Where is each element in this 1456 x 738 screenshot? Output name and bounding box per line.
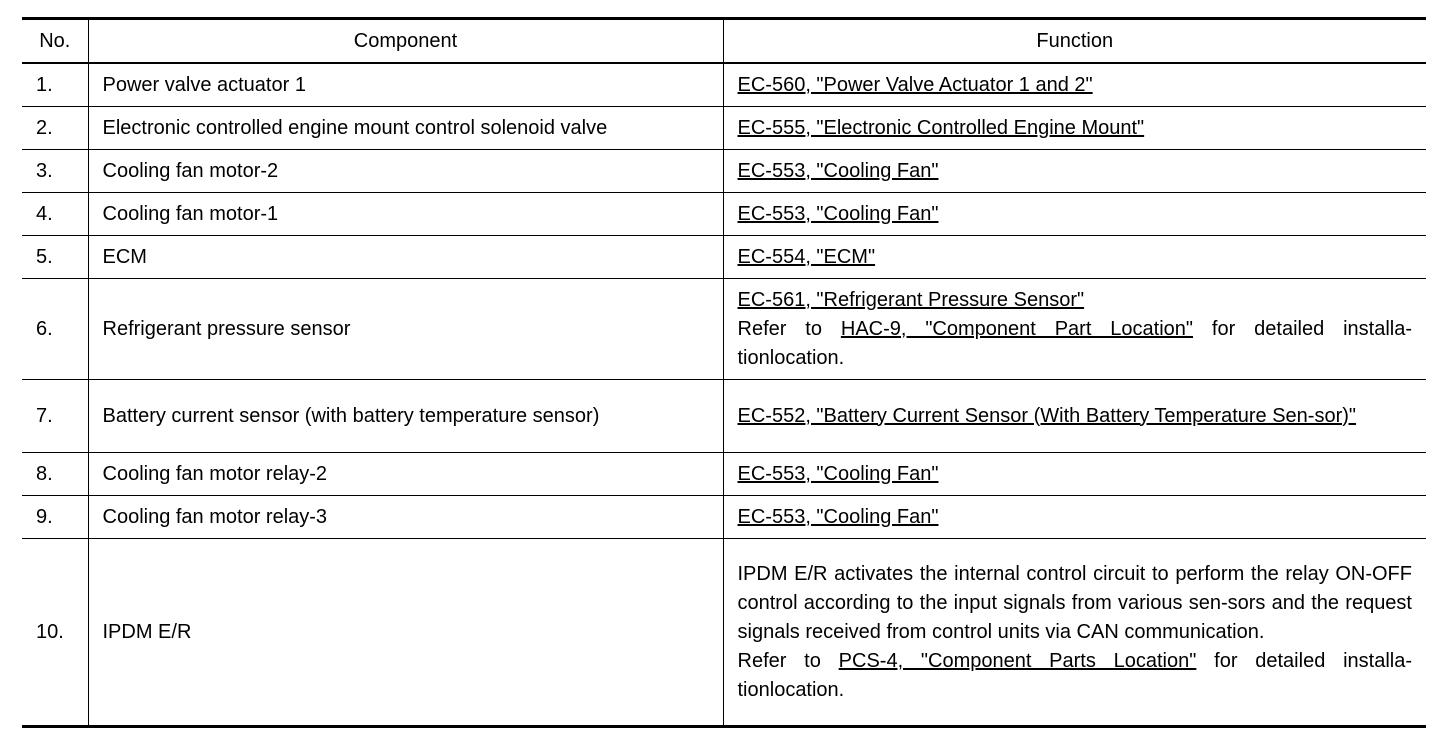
header-row: [22, 19, 1426, 64]
function-cell: [723, 279, 1426, 380]
table-row: [22, 150, 1426, 193]
row-number: 9.: [22, 496, 88, 539]
table-row: [22, 279, 1426, 380]
refer-prefix: Refer to: [737, 649, 839, 672]
row-number: 4.: [22, 193, 88, 236]
row-number: 7.: [22, 380, 88, 453]
function-link[interactable]: EC-554, "ECM": [737, 245, 876, 268]
row-number: 2.: [22, 107, 88, 150]
table-row: [22, 539, 1426, 727]
header-function: Function: [723, 19, 1426, 64]
row-number: 5.: [22, 236, 88, 279]
component-name: Electronic controlled engine mount control solenoid valve: [88, 107, 723, 150]
component-name: Cooling fan motor-1: [88, 193, 723, 236]
function-cell: [723, 107, 1426, 150]
table-row: [22, 107, 1426, 150]
component-name: IPDM E/R: [88, 539, 723, 727]
function-cell: [723, 63, 1426, 107]
function-link[interactable]: EC-560, "Power Valve Actuator 1 and 2": [737, 73, 1093, 96]
component-name: Power valve actuator 1: [88, 63, 723, 107]
table-row: [22, 193, 1426, 236]
row-number: 10.: [22, 539, 88, 727]
table-row: [22, 380, 1426, 453]
table-row: [22, 496, 1426, 539]
function-cell: [723, 496, 1426, 539]
function-link[interactable]: EC-553, "Cooling Fan": [737, 505, 939, 528]
function-cell: [723, 539, 1426, 727]
component-name: Battery current sensor (with battery temperature sensor): [88, 380, 723, 453]
row-number: 1.: [22, 63, 88, 107]
component-name: Cooling fan motor-2: [88, 150, 723, 193]
refer-suffix: for detailed installa-tionlocation.: [737, 649, 1413, 701]
table-row: [22, 63, 1426, 107]
function-cell: [723, 236, 1426, 279]
function-description: IPDM E/R activates the internal control circuit to perform the relay ON-OFF control according to the input signals from various sen-sors and the request signals received from control units via CAN communication.: [737, 562, 1412, 643]
component-name: ECM: [88, 236, 723, 279]
table-row: [22, 453, 1426, 496]
refer-suffix: for detailed installa-tionlocation.: [737, 317, 1413, 369]
row-number: 6.: [22, 279, 88, 380]
header-component: Component: [88, 19, 723, 64]
row-number: 8.: [22, 453, 88, 496]
refer-link[interactable]: PCS-4, "Component Parts Location": [838, 649, 1197, 672]
function-cell: [723, 453, 1426, 496]
component-name: Cooling fan motor relay-3: [88, 496, 723, 539]
row-number: 3.: [22, 150, 88, 193]
function-cell: [723, 150, 1426, 193]
component-function-table: [22, 17, 1426, 728]
header-no: No.: [22, 19, 88, 64]
function-link[interactable]: EC-561, "Refrigerant Pressure Sensor": [737, 288, 1085, 311]
table-row: [22, 236, 1426, 279]
function-link[interactable]: EC-553, "Cooling Fan": [737, 159, 939, 182]
refer-prefix: Refer to: [737, 317, 841, 340]
function-cell: [723, 193, 1426, 236]
function-link[interactable]: EC-553, "Cooling Fan": [737, 462, 939, 485]
function-link[interactable]: EC-553, "Cooling Fan": [737, 202, 939, 225]
component-name: Cooling fan motor relay-2: [88, 453, 723, 496]
function-cell: [723, 380, 1426, 453]
component-name: Refrigerant pressure sensor: [88, 279, 723, 380]
function-link[interactable]: EC-552, "Battery Current Sensor (With Battery Temperature Sen-sor)": [737, 404, 1357, 427]
refer-link[interactable]: HAC-9, "Component Part Location": [840, 317, 1194, 340]
function-link[interactable]: EC-555, "Electronic Controlled Engine Mount": [737, 116, 1145, 139]
